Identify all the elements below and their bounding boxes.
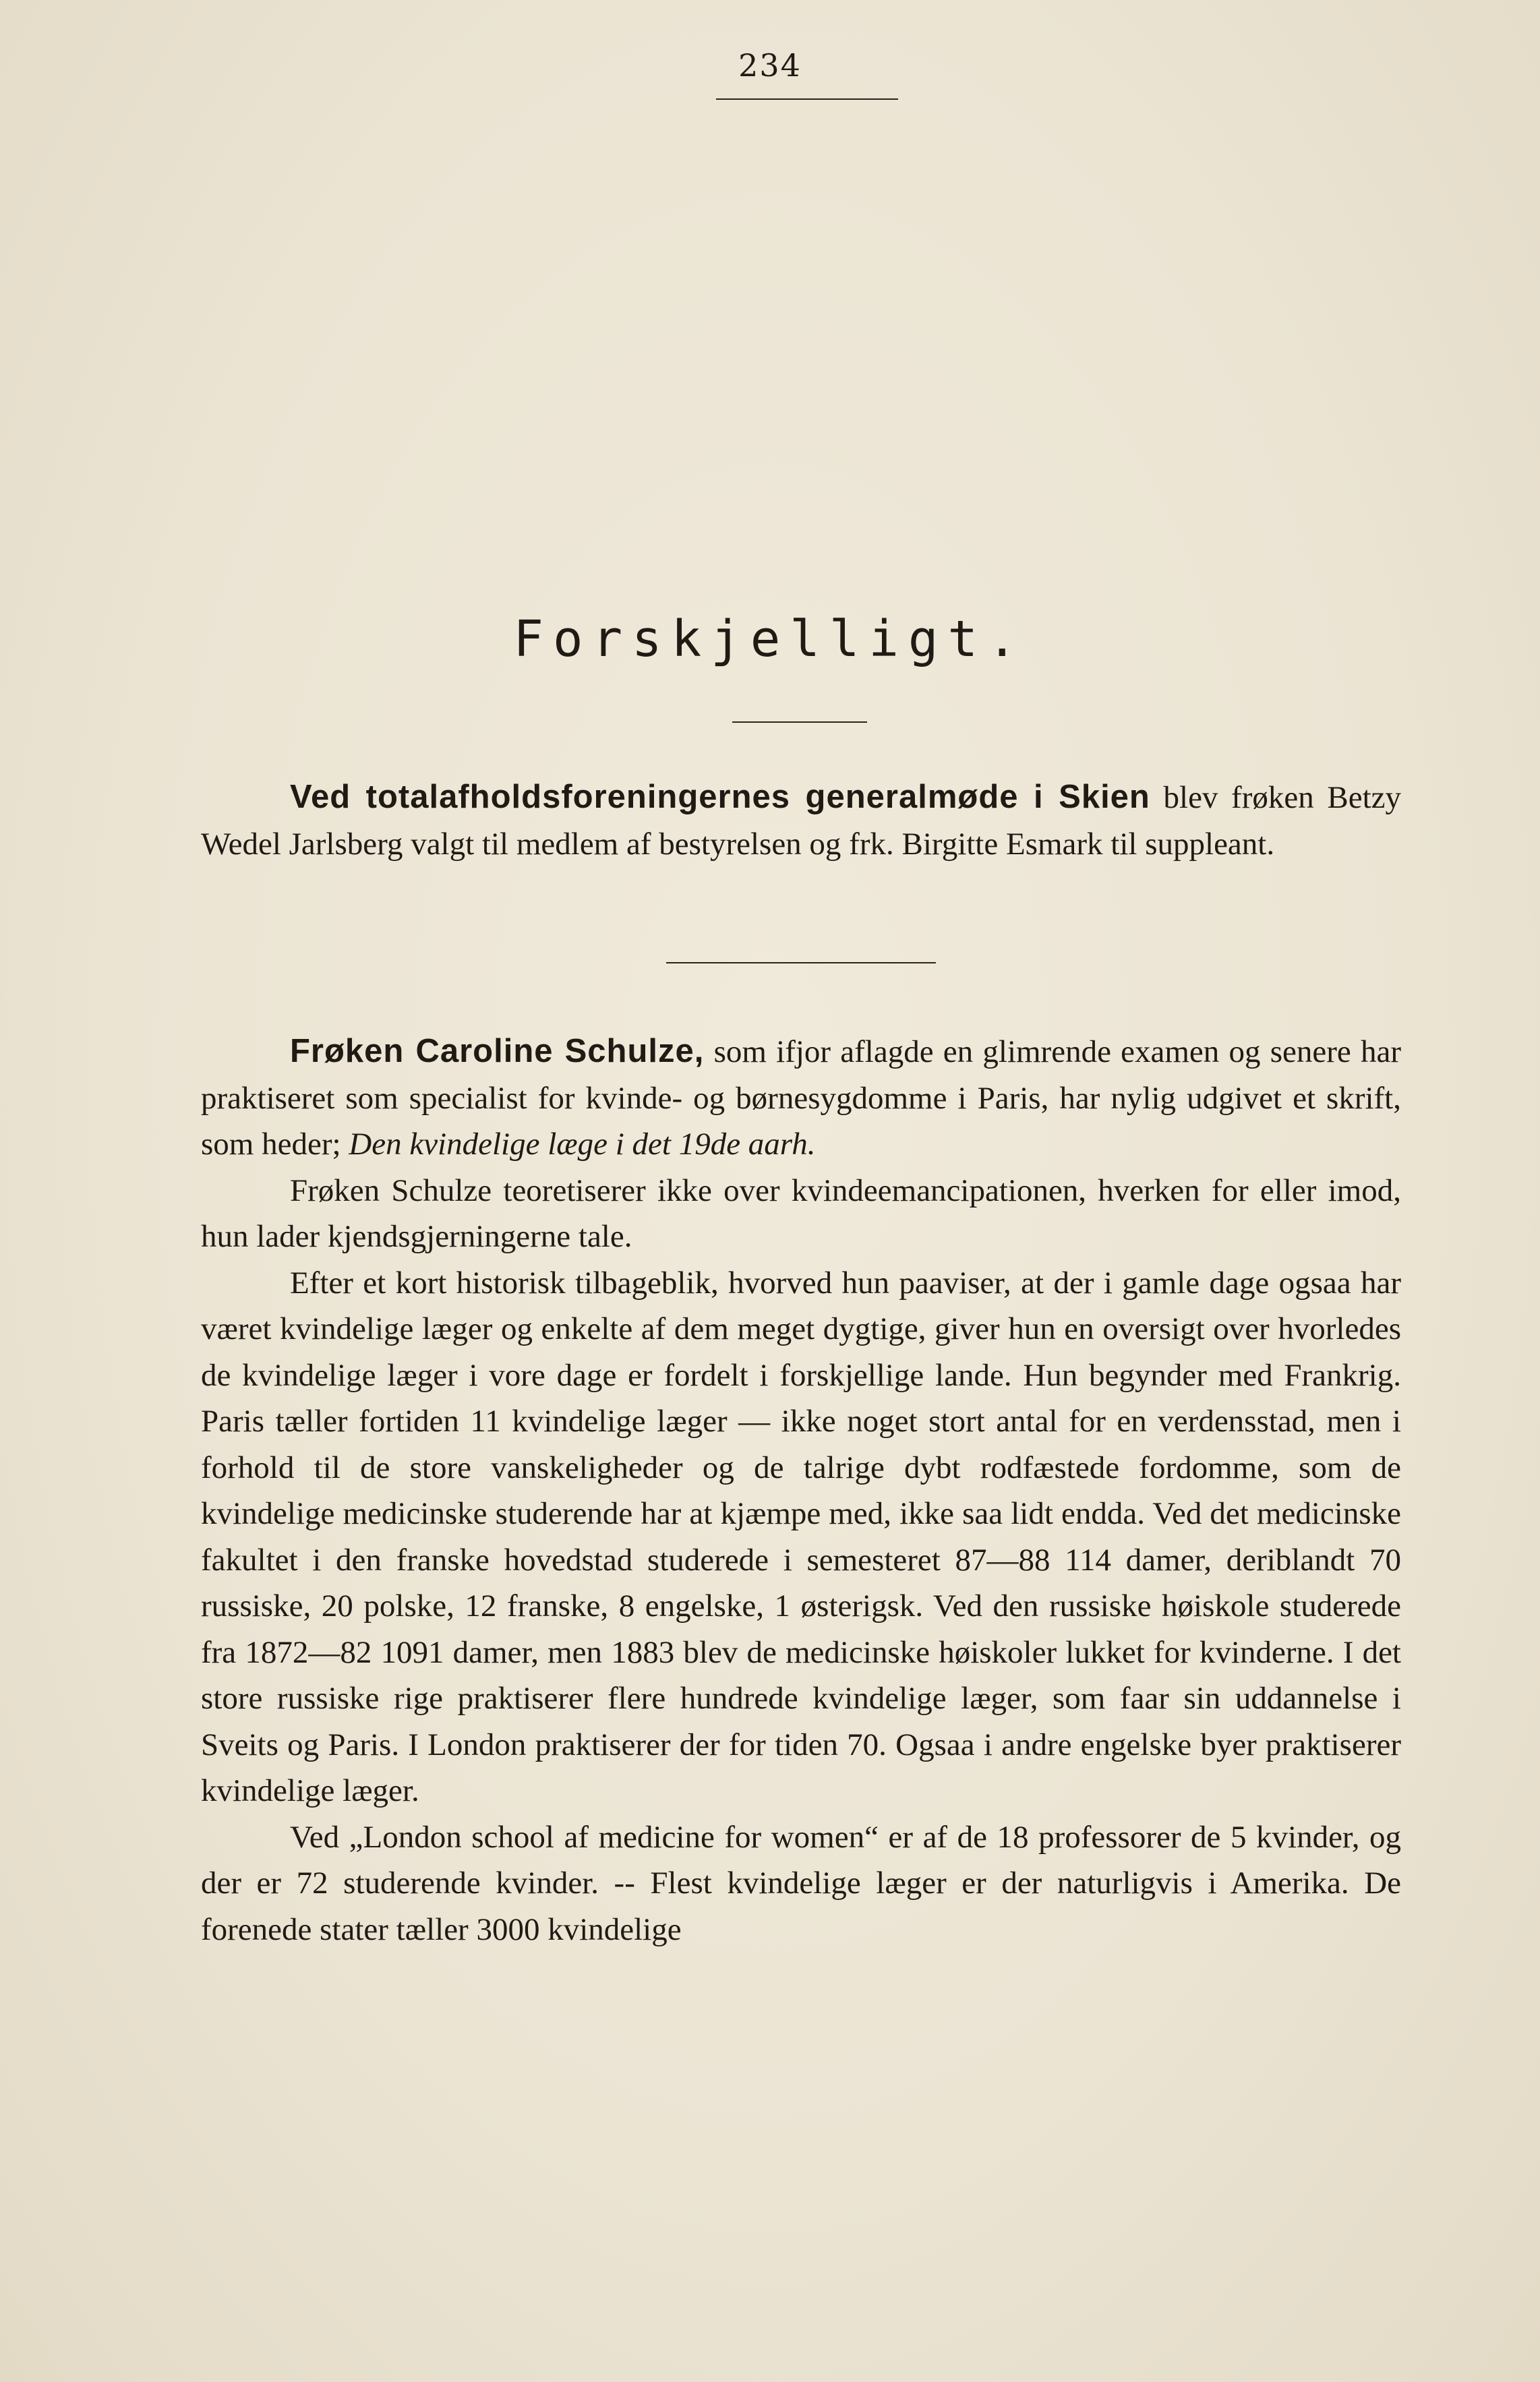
article-generalmode [201, 774, 1401, 867]
section-title: Forskjelligt. [513, 610, 1027, 668]
article-schulze [201, 1028, 1401, 1953]
article-divider [666, 962, 936, 963]
page-number-rule [716, 98, 898, 100]
article-body: blev frøken Betzy Wedel Jarlsberg valgt til medlem af bestyrelsen og frk. Birgitte Esmark til suppleant. [201, 780, 1401, 862]
page-number: 234 [738, 47, 802, 84]
section-divider [732, 721, 867, 723]
article-paragraph: Efter et kort historisk tilbageblik, hvorved hun paaviser, at der i gamle dage ogsaa har været kvindelige læger og enkelte af dem meget dygtige, giver hun en oversigt over hvorledes de kvindelige læger i vore dage er fordelt i forskjellige lande. Hun begynder med Frankrig. Paris tæller fortiden 11 kvindelige læger — ikke noget stort antal for en verdensstad, men i forhold til de store vanskeligheder og de talrige dybt rodfæstede fordomme, som de kvindelige medicinske studerende har at kjæmpe med, ikke saa lidt endda. Ved det medicinske fakultet i den franske hovedstad studerede i semesteret 87—88 114 damer, deriblandt 70 russiske, 20 polske, 12 franske, 8 engelske, 1 østerigsk. Ved den russiske høiskole studerede fra 1872—82 1091 damer, men 1883 blev de medicinske høiskoler lukket for kvinderne. I det store russiske rige praktiserer flere hundrede kvindelige læger, som faar sin uddannelse i Sveits og Paris. I London praktiserer der for tiden 70. Ogsaa i andre engelske byer praktiserer kvindelige læger. [201, 1265, 1401, 1808]
book-title: Den kvindelige læge i det 19de aarh. [349, 1127, 816, 1162]
article-paragraph: Frøken Schulze teoretiserer ikke over kvindeemancipationen, hverken for eller imod, hun lader kjendsgjerningerne tale. [201, 1172, 1401, 1254]
article-heading: Frøken Caroline Schulze, [290, 1033, 705, 1069]
article-heading: Ved totalafholdsforeningernes generalmøde i Skien [290, 779, 1150, 815]
article-body: som ifjor aflagde en glimrende examen og senere har praktiseret som specialist for kvinde- og børnesygdomme i Paris, har nylig udgivet et skrift, som heder; [201, 1034, 1401, 1162]
article-paragraph: Ved „London school af medicine for women“ er af de 18 professorer de 5 kvinder, og der er 72 studerende kvinder. -- Flest kvindelige læger er der naturligvis i Amerika. De forenede stater tæller 3000 kvindelige [201, 1819, 1401, 1947]
